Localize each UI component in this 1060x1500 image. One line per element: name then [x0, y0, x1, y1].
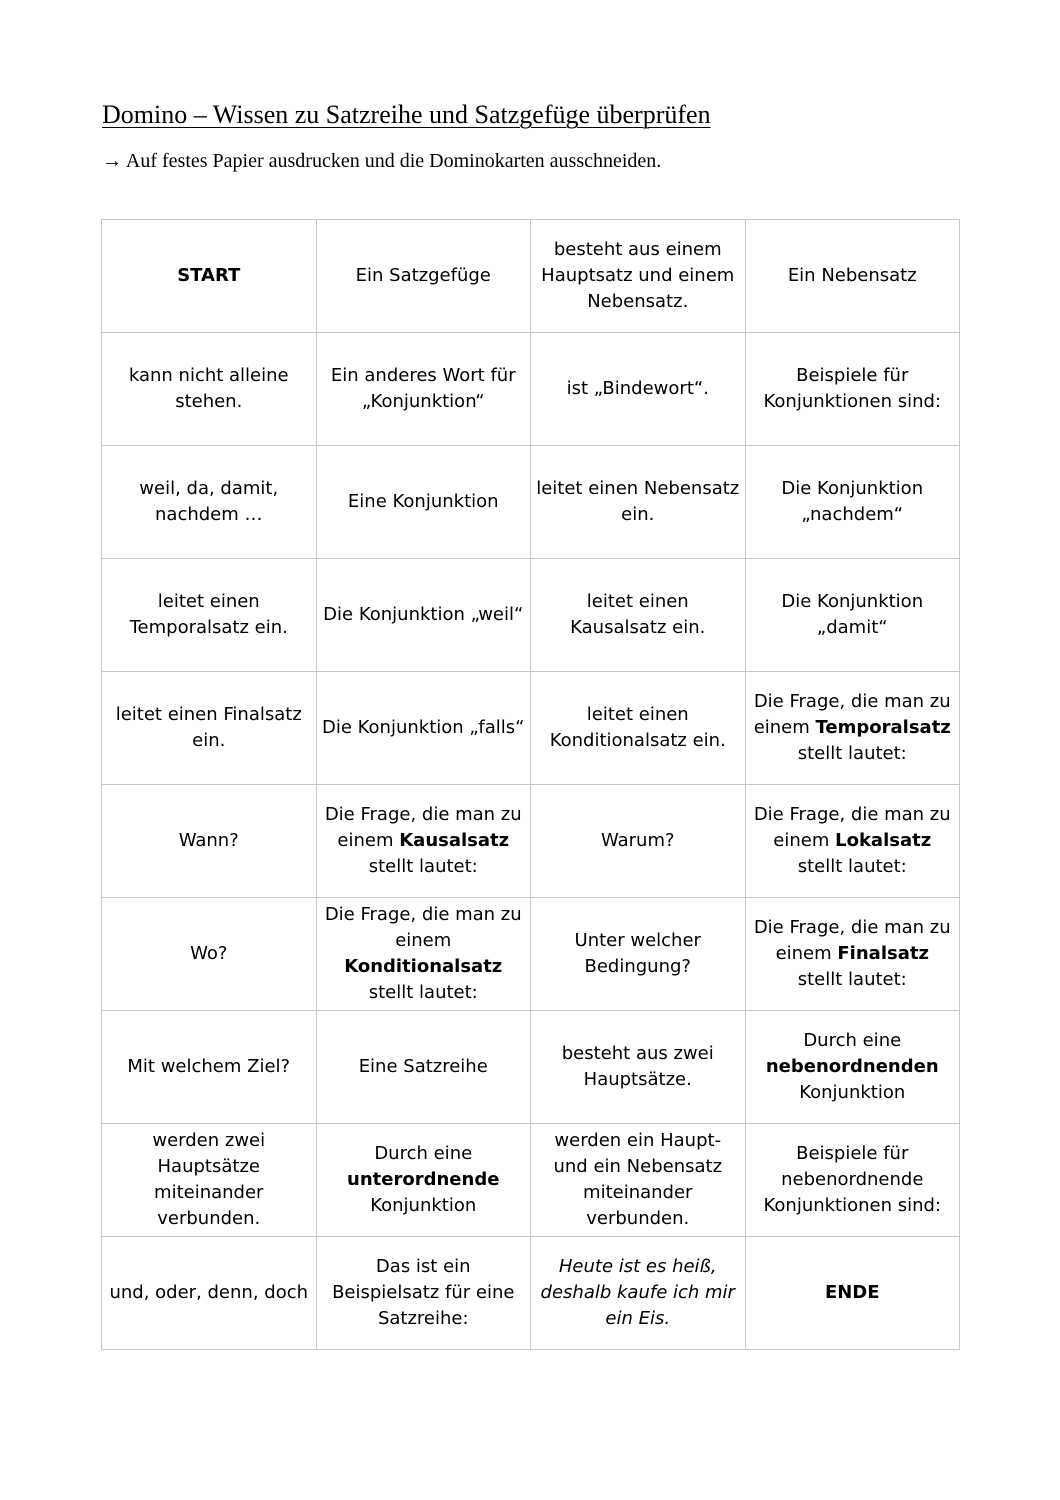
card-text: Konjunktion [799, 1082, 906, 1103]
card-text: Durch eine [803, 1030, 902, 1051]
card-text: Durch eine [374, 1143, 473, 1164]
domino-card [745, 672, 960, 785]
domino-card [745, 1124, 960, 1237]
card-text: leitet einen Kausalsatz ein. [570, 591, 706, 638]
card-text: Ein Satzgefüge [355, 265, 491, 286]
card-text: leitet einen Konditionalsatz ein. [549, 704, 726, 751]
domino-card-grid-body [102, 220, 960, 1350]
card-text: Warum? [600, 830, 675, 851]
card-text: Die Frage, die man zu einem [753, 917, 951, 964]
domino-card [745, 220, 960, 333]
domino-card [745, 333, 960, 446]
domino-card [531, 1011, 746, 1124]
card-text: ENDE [824, 1282, 880, 1303]
card-text: Heute ist es heiß, deshalb kaufe ich mir ein Eis. [540, 1256, 735, 1329]
domino-card [102, 785, 317, 898]
domino-card [316, 333, 531, 446]
domino-card [316, 559, 531, 672]
domino-card [745, 559, 960, 672]
domino-card [745, 898, 960, 1011]
domino-card [102, 1237, 317, 1350]
card-text: Die Frage, die man zu einem [324, 804, 522, 851]
card-text: stellt lautet: [797, 856, 907, 877]
card-text: Wo? [190, 943, 228, 964]
card-row [102, 672, 960, 785]
card-text: stellt lautet: [368, 856, 478, 877]
card-text: Temporalsatz [815, 717, 951, 738]
domino-card [316, 1124, 531, 1237]
card-text: Wann? [178, 830, 239, 851]
card-text: nebenordnenden [765, 1056, 939, 1077]
card-text: Ein Nebensatz [787, 265, 917, 286]
card-text: stellt lautet: [797, 969, 907, 990]
card-text: werden zwei Hauptsätze miteinander verbunden. [152, 1130, 266, 1229]
card-text: Kausalsatz [399, 830, 510, 851]
card-text: unterordnende [347, 1169, 500, 1190]
card-text: leitet einen Nebensatz ein. [536, 478, 740, 525]
card-text: Konjunktion [370, 1195, 477, 1216]
domino-card [316, 1237, 531, 1350]
card-text: und, oder, denn, doch [109, 1282, 309, 1303]
card-text: Die Frage, die man zu einem [753, 691, 951, 738]
domino-card [316, 220, 531, 333]
card-text: Eine Konjunktion [347, 491, 499, 512]
card-text: Die Konjunktion „weil“ [323, 604, 524, 625]
domino-card [102, 446, 317, 559]
domino-card [102, 898, 317, 1011]
domino-card [102, 220, 317, 333]
domino-card [531, 672, 746, 785]
card-text: Beispiele für Konjunktionen sind: [763, 365, 942, 412]
domino-card [316, 898, 531, 1011]
card-text: besteht aus zwei Hauptsätze. [561, 1043, 714, 1090]
card-text: besteht aus einem Hauptsatz und einem Nebensatz. [541, 239, 735, 312]
domino-card [531, 559, 746, 672]
domino-card [745, 1237, 960, 1350]
card-row [102, 785, 960, 898]
domino-card [531, 220, 746, 333]
domino-card [531, 898, 746, 1011]
card-text: Die Frage, die man zu einem [324, 904, 522, 951]
card-text: Ein anderes Wort für „Konjunktion“ [330, 365, 516, 412]
domino-card [102, 559, 317, 672]
card-text: stellt lautet: [368, 982, 478, 1003]
domino-card [102, 333, 317, 446]
card-text: kann nicht alleine stehen. [128, 365, 289, 412]
instruction-text: → Auf festes Papier ausdrucken und die Dominokarten ausschneiden. [102, 150, 662, 172]
domino-card [531, 1237, 746, 1350]
card-text: Beispiele für nebenordnende Konjunktionen sind: [763, 1143, 942, 1216]
card-row [102, 1011, 960, 1124]
page-title: Domino – Wissen zu Satzreihe und Satzgefüge überprüfen [102, 100, 711, 129]
card-row [102, 1237, 960, 1350]
domino-card [316, 1011, 531, 1124]
card-row [102, 898, 960, 1011]
domino-card-grid [101, 219, 960, 1350]
domino-card [531, 333, 746, 446]
card-text: leitet einen Temporalsatz ein. [129, 591, 288, 638]
card-text: Lokalsatz [835, 830, 932, 851]
domino-card [745, 446, 960, 559]
domino-card [316, 672, 531, 785]
card-row [102, 220, 960, 333]
card-row [102, 446, 960, 559]
card-row [102, 333, 960, 446]
card-text: Mit welchem Ziel? [127, 1056, 291, 1077]
card-text: Konditionalsatz [344, 956, 503, 977]
domino-card [531, 446, 746, 559]
domino-card [316, 446, 531, 559]
domino-card [316, 785, 531, 898]
card-row [102, 559, 960, 672]
card-text: Die Konjunktion „damit“ [781, 591, 924, 638]
card-text: Finalsatz [837, 943, 929, 964]
card-text: Die Konjunktion „falls“ [321, 717, 525, 738]
card-text: Die Frage, die man zu einem [753, 804, 951, 851]
card-text: weil, da, damit, nachdem … [139, 478, 279, 525]
card-text: Unter welcher Bedingung? [574, 930, 701, 977]
card-text: werden ein Haupt- und ein Nebensatz miteinander verbunden. [553, 1130, 723, 1229]
domino-card [531, 785, 746, 898]
domino-card [102, 1124, 317, 1237]
card-text: Eine Satzreihe [358, 1056, 488, 1077]
card-text: Die Konjunktion „nachdem“ [781, 478, 924, 525]
domino-card [102, 1011, 317, 1124]
domino-card [745, 785, 960, 898]
card-text: Das ist ein Beispielsatz für eine Satzreihe: [332, 1256, 515, 1329]
domino-card [531, 1124, 746, 1237]
card-text: ist „Bindewort“. [566, 378, 709, 399]
card-text: stellt lautet: [797, 743, 907, 764]
card-row [102, 1124, 960, 1237]
domino-card [102, 672, 317, 785]
card-text: leitet einen Finalsatz ein. [115, 704, 302, 751]
card-text: START [177, 265, 241, 286]
domino-card [745, 1011, 960, 1124]
